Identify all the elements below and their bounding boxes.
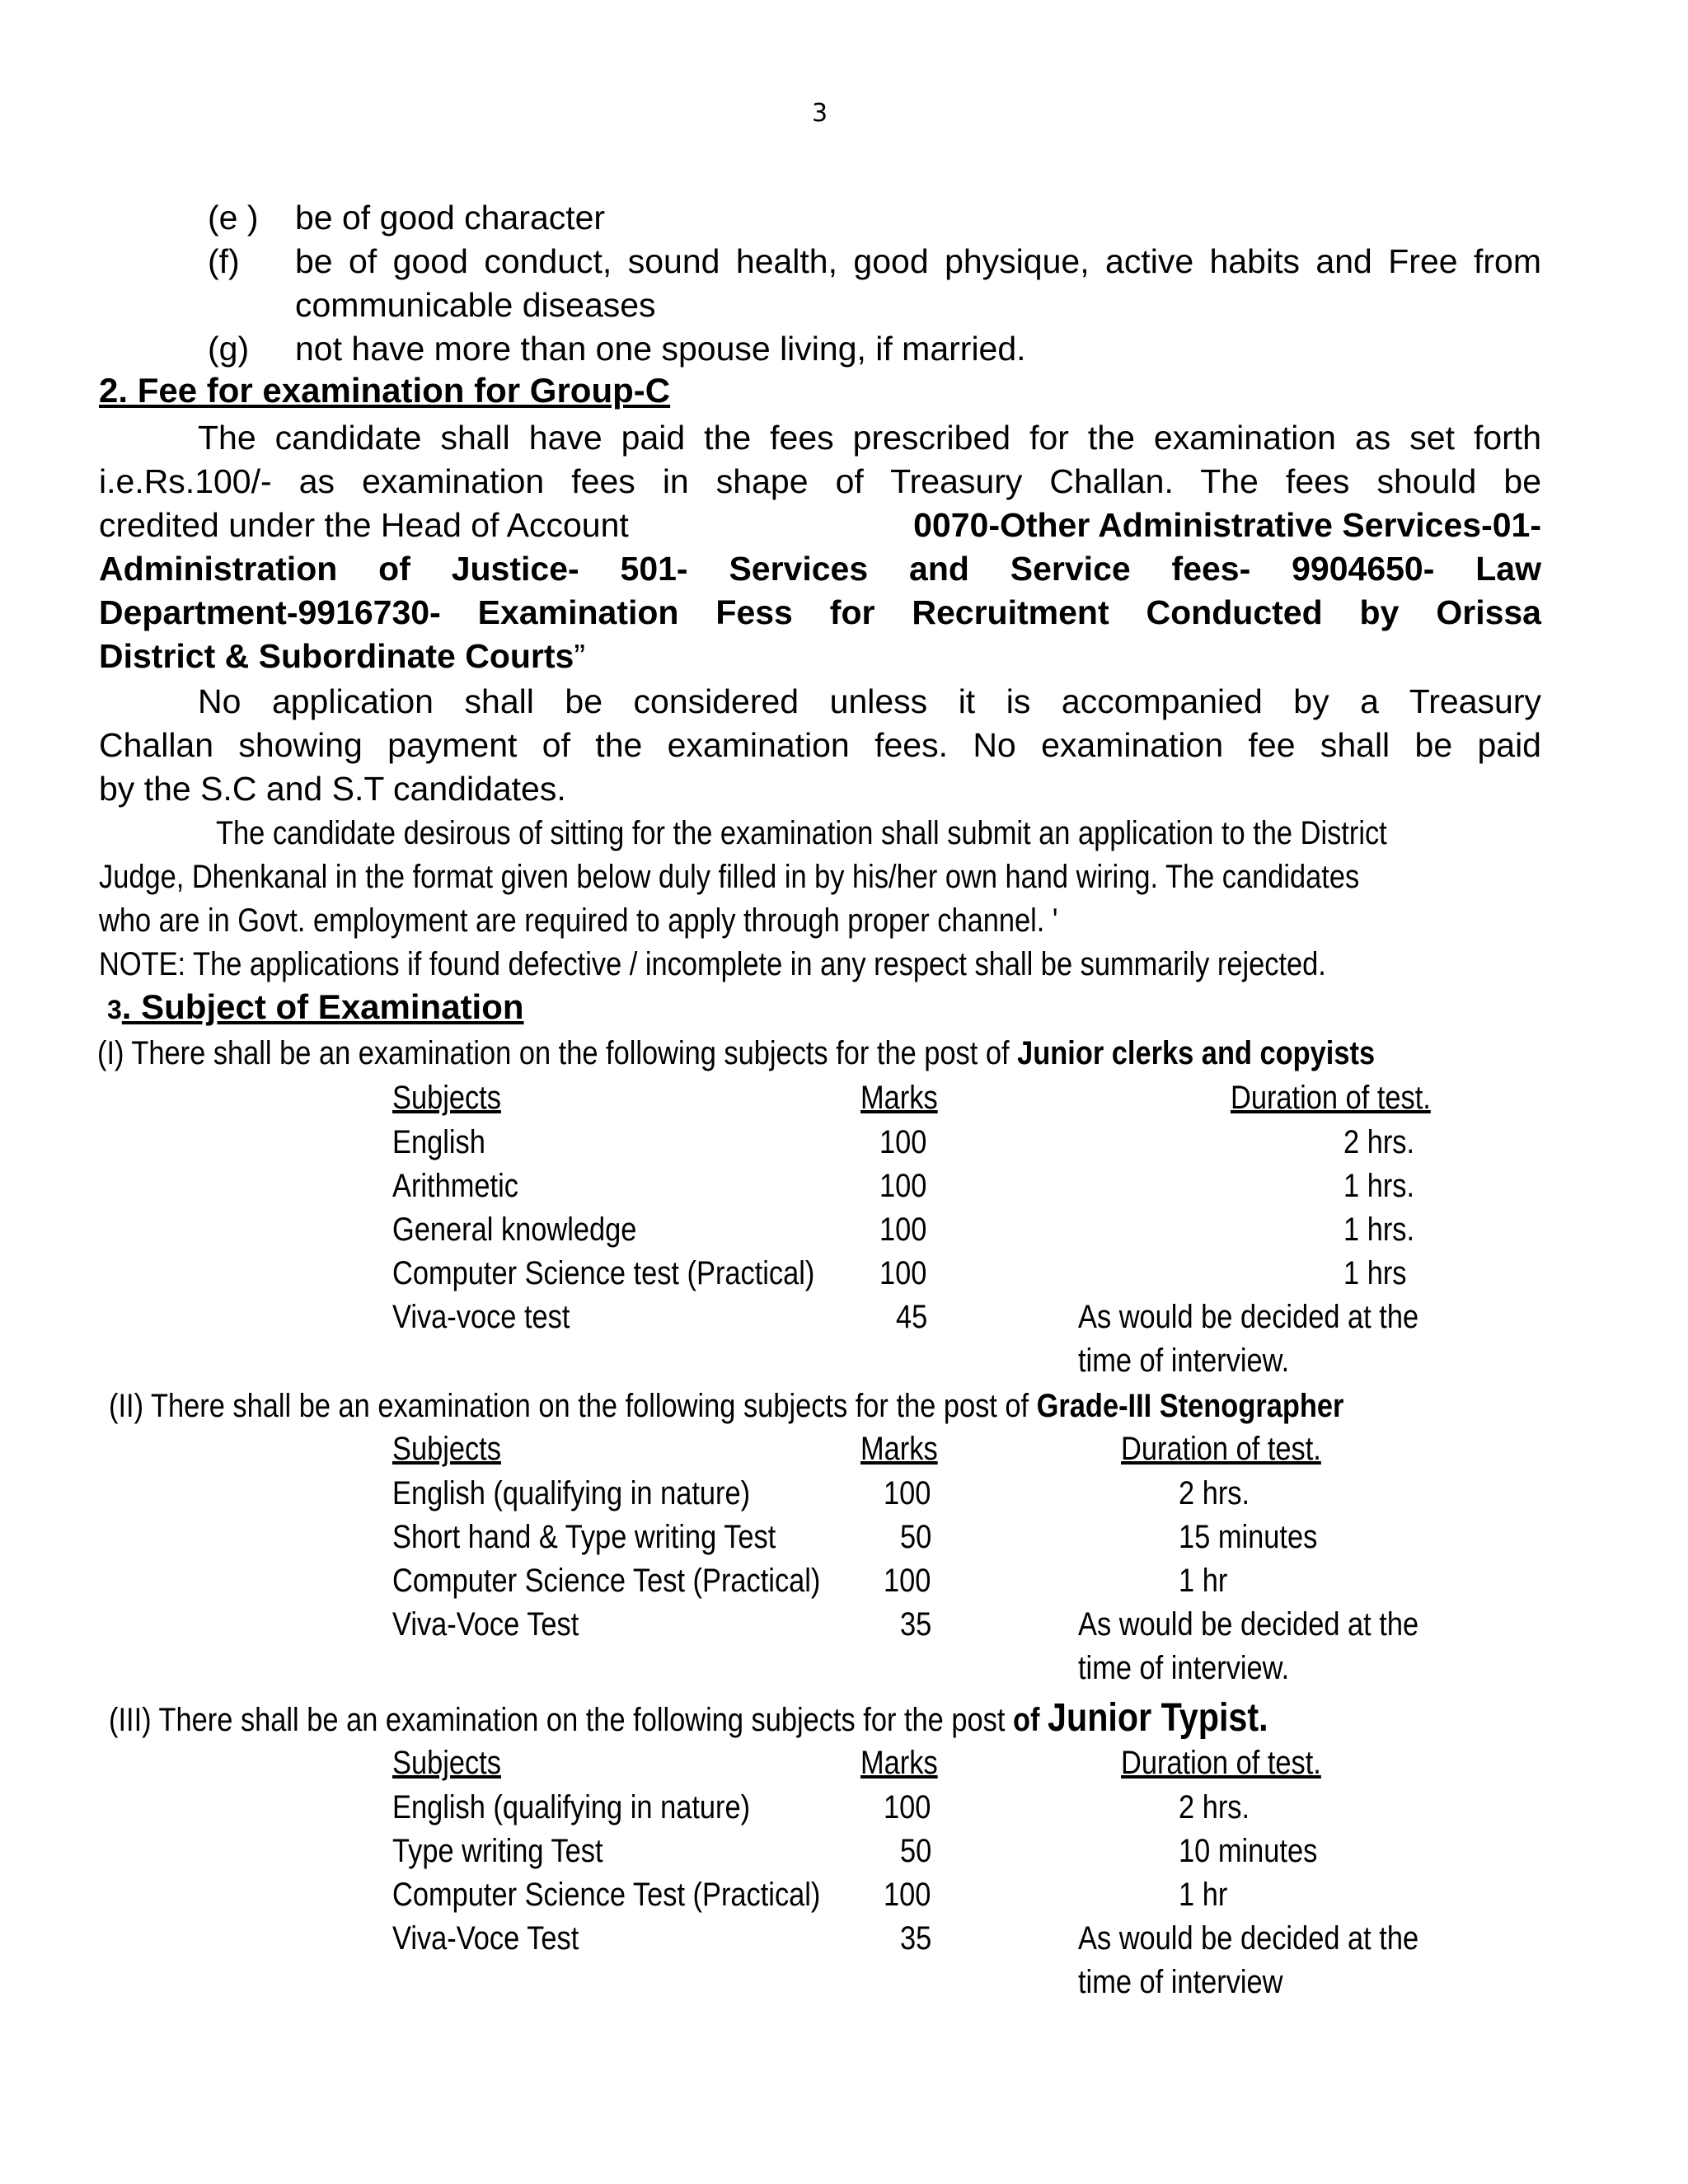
table1-row2-duration: 1 hrs.	[1343, 1168, 1415, 1204]
table2-row4-duration-line2: time of interview.	[1078, 1650, 1290, 1686]
table3-row4-subject: Viva-Voce Test	[392, 1920, 579, 1957]
table2-post: Grade-III Stenographer	[1036, 1388, 1344, 1424]
table1-row3-marks: 100	[879, 1212, 927, 1248]
table3-row2-duration: 10 minutes	[1179, 1833, 1318, 1869]
table3-row2-marks: 50	[900, 1833, 932, 1869]
table3-row3-marks: 100	[884, 1877, 931, 1913]
table2-row1-subject: English (qualifying in nature)	[392, 1475, 751, 1511]
table3-header-subjects: Subjects	[392, 1745, 501, 1781]
section2-para3-line1: The candidate desirous of sitting for the examination shall submit an application to the District	[216, 815, 1387, 851]
table1-row1-marks: 100	[879, 1124, 927, 1160]
account-label: credited under the Head of Account	[99, 506, 629, 544]
table2-header-subjects: Subjects	[392, 1431, 501, 1467]
table3-row3-duration: 1 hr	[1179, 1877, 1228, 1913]
table1-row5-duration: As would be decided at the	[1078, 1299, 1419, 1335]
section2-para1-line1: The candidate shall have paid the fees prescribed for the examination as set forth	[198, 419, 1541, 457]
closing-quote: ”	[574, 637, 585, 675]
section2-para1-line6	[99, 635, 585, 679]
section2-para1-line4: Administration of Justice- 501- Services and Service fees- 9904650- Law	[99, 550, 1541, 588]
table2-intro-text: (II) There shall be an examination on the following subjects for the post of	[109, 1388, 1029, 1424]
eligibility-marker-g: (g)	[208, 330, 250, 368]
table2-row4-subject: Viva-Voce Test	[392, 1606, 579, 1643]
table3-post-prefix: of	[1012, 1702, 1040, 1738]
section3-heading	[107, 987, 524, 1027]
section2-para1-line3	[99, 504, 1541, 548]
eligibility-text-g: not have more than one spouse living, if married.	[295, 330, 1026, 368]
section2-heading: 2. Fee for examination for Group-C	[99, 371, 671, 410]
table2-row1-marks: 100	[884, 1475, 931, 1511]
table1-intro-text: (I) There shall be an examination on the following subjects for the post of	[97, 1035, 1010, 1071]
table3-row3-subject: Computer Science Test (Practical)	[392, 1877, 821, 1913]
table1-row2-marks: 100	[879, 1168, 927, 1204]
account-head-end: District & Subordinate Courts	[99, 637, 574, 675]
table1-intro	[97, 1032, 1375, 1076]
table3-row1-duration: 2 hrs.	[1179, 1789, 1250, 1825]
section2-para1-line2: i.e.Rs.100/- as examination fees in shape of Treasury Challan. The fees should be	[99, 462, 1541, 500]
table3-intro	[109, 1696, 1268, 1742]
eligibility-text-e: be of good character	[295, 199, 606, 237]
table2-row2-marks: 50	[900, 1519, 932, 1555]
table1-row4-duration: 1 hrs	[1343, 1255, 1407, 1291]
eligibility-text-f-line2: communicable diseases	[295, 286, 656, 324]
section2-para3-line2: Judge, Dhenkanal in the format given below duly filled in by his/her own hand wiring. The candidates	[99, 859, 1360, 895]
table1-row5-marks: 45	[896, 1299, 928, 1335]
table2-row3-duration: 1 hr	[1179, 1563, 1228, 1599]
table1-row4-subject: Computer Science test (Practical)	[392, 1255, 815, 1291]
table2-row4-marks: 35	[900, 1606, 932, 1643]
table3-header-marks: Marks	[860, 1745, 938, 1781]
section2-para3-line3: who are in Govt. employment are required to apply through proper channel. '	[99, 902, 1058, 939]
table2-header-marks: Marks	[860, 1431, 938, 1467]
table1-row1-duration: 2 hrs.	[1343, 1124, 1415, 1160]
page-number: 3	[812, 99, 828, 128]
table3-row4-marks: 35	[900, 1920, 932, 1957]
table3-row1-subject: English (qualifying in nature)	[392, 1789, 751, 1825]
table2-row2-duration: 15 minutes	[1179, 1519, 1318, 1555]
table2-row3-subject: Computer Science Test (Practical)	[392, 1563, 821, 1599]
table1-header-duration: Duration of test.	[1231, 1080, 1431, 1116]
table1-row3-duration: 1 hrs.	[1343, 1212, 1415, 1248]
table3-row4-duration-line2: time of interview	[1078, 1964, 1283, 2000]
eligibility-text-f-line1: be of good conduct, sound health, good physique, active habits and Free from	[295, 242, 1541, 280]
section2-para1-line5: Department-9916730- Examination Fess for Recruitment Conducted by Orissa	[99, 593, 1541, 631]
section3-title: . Subject of Examination	[121, 987, 524, 1026]
table1-post: Junior clerks and copyists	[1017, 1035, 1376, 1071]
eligibility-marker-e: (e )	[208, 199, 259, 237]
table1-row5-subject: Viva-voce test	[392, 1299, 570, 1335]
account-head-code: 0070-Other Administrative Services-01-	[913, 506, 1541, 544]
section2-para2-line3: by the S.C and S.T candidates.	[99, 770, 566, 808]
table1-row3-subject: General knowledge	[392, 1212, 637, 1248]
table1-row2-subject: Arithmetic	[392, 1168, 518, 1204]
table2-row4-duration: As would be decided at the	[1078, 1606, 1419, 1643]
section3-number: 3	[107, 995, 122, 1024]
section2-note: NOTE: The applications if found defective / incomplete in any respect shall be summarily rejected.	[99, 946, 1326, 982]
table2-row2-subject: Short hand & Type writing Test	[392, 1519, 776, 1555]
table3-intro-text: (III) There shall be an examination on the following subjects for the post	[109, 1702, 1006, 1738]
table2-row1-duration: 2 hrs.	[1179, 1475, 1250, 1511]
table3-row4-duration: As would be decided at the	[1078, 1920, 1419, 1957]
table3-row2-subject: Type writing Test	[392, 1833, 603, 1869]
table3-post: Junior Typist.	[1048, 1696, 1268, 1740]
section2-para2-line1: No application shall be considered unless it is accompanied by a Treasury	[198, 682, 1541, 720]
section2-para2-line2: Challan showing payment of the examination fees. No examination fee shall be paid	[99, 726, 1541, 764]
table2-header-duration: Duration of test.	[1121, 1431, 1321, 1467]
table1-row1-subject: English	[392, 1124, 485, 1160]
table3-row1-marks: 100	[884, 1789, 931, 1825]
table1-header-subjects: Subjects	[392, 1080, 501, 1116]
table1-row4-marks: 100	[879, 1255, 927, 1291]
eligibility-marker-f: (f)	[208, 242, 240, 280]
table3-header-duration: Duration of test.	[1121, 1745, 1321, 1781]
table2-row3-marks: 100	[884, 1563, 931, 1599]
table2-intro	[109, 1385, 1343, 1428]
table1-row5-duration-line2: time of interview.	[1078, 1343, 1290, 1379]
table1-header-marks: Marks	[860, 1080, 938, 1116]
